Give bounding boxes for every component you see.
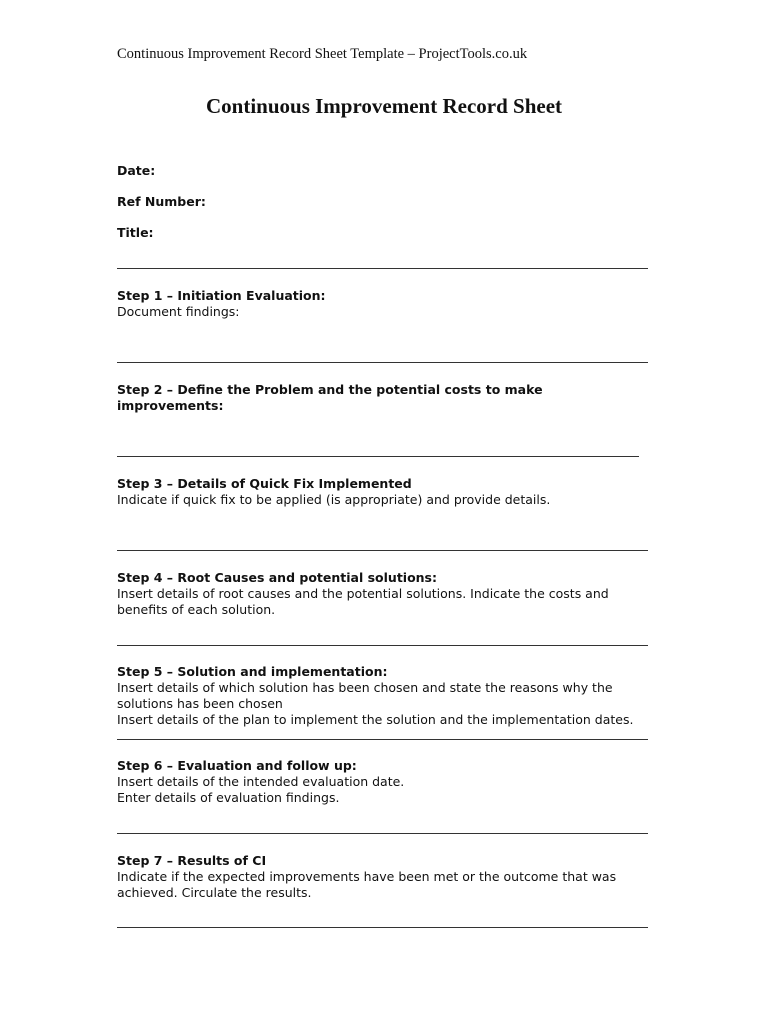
step-title: Step 6 – Evaluation and follow up: [117,758,357,773]
step-title: Step 2 – Define the Problem and the potential costs to make improvements: [117,382,543,413]
step-description: Insert details of which solution has been chosen and state the reasons why the solutions has been chosen Insert details of the plan to implement the solution and the implementation dates. [117,680,634,727]
step-title: Step 7 – Results of CI [117,853,267,868]
document-title: Continuous Improvement Record Sheet [205,94,563,118]
step-4-section [117,570,677,618]
step-description: Document findings: [117,304,240,319]
step-title: Step 3 – Details of Quick Fix Implemented [117,476,412,491]
section-divider [117,268,648,269]
page-header: Continuous Improvement Record Sheet Template – ProjectTools.co.uk [117,46,528,62]
step-description: Indicate if quick fix to be applied (is appropriate) and provide details. [117,492,551,507]
section-divider [117,362,648,363]
step-6-section [117,758,677,806]
step-3-section [117,476,677,508]
ref-number-field-label: Ref Number: [117,194,206,209]
step-5-section [117,664,677,728]
section-divider [117,927,648,928]
step-1-section [117,288,677,320]
step-title: Step 1 – Initiation Evaluation: [117,288,326,303]
step-2-section [117,382,677,414]
section-divider [117,456,639,457]
step-title: Step 5 – Solution and implementation: [117,664,388,679]
step-description: Insert details of root causes and the potential solutions. Indicate the costs and benefits of each solution. [117,586,609,617]
section-divider [117,739,648,740]
step-description: Indicate if the expected improvements have been met or the outcome that was achieved. Circulate the results. [117,869,617,900]
step-7-section [117,853,677,901]
title-field-label: Title: [117,225,154,240]
step-description: Insert details of the intended evaluation date. Enter details of evaluation findings. [117,774,405,805]
date-field-label: Date: [117,163,156,178]
section-divider [117,550,648,551]
section-divider [117,645,648,646]
step-title: Step 4 – Root Causes and potential solutions: [117,570,438,585]
section-divider [117,833,648,834]
